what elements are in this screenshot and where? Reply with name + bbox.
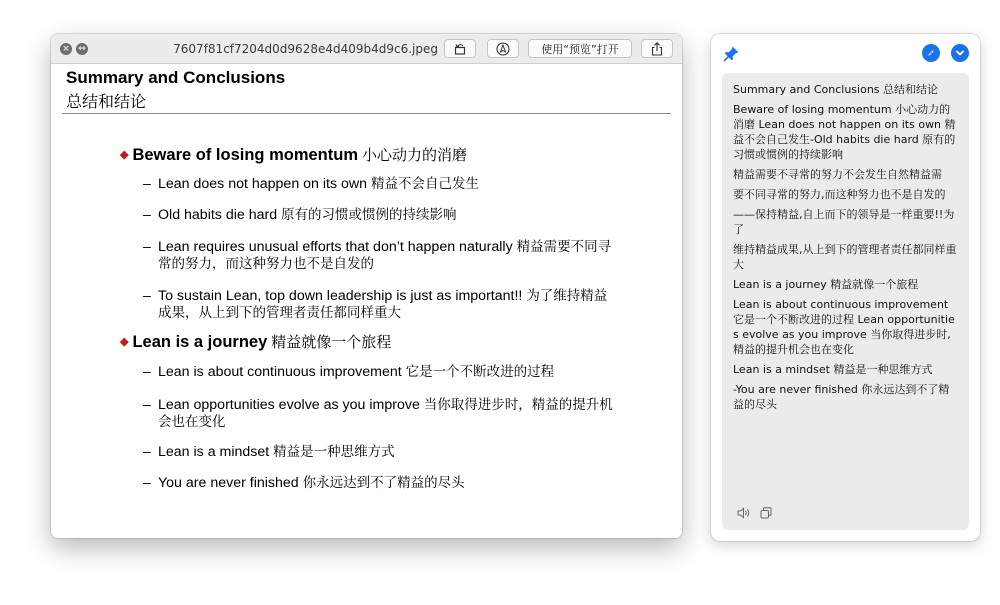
pin-icon[interactable] (723, 44, 741, 62)
open-with-preview-button[interactable]: 使用“预览”打开 (528, 39, 632, 58)
close-icon[interactable]: × (60, 43, 72, 55)
bullet-heading-en: Lean is a journey (132, 333, 268, 351)
sub-bullet-zh: 它是一个不断改进的过程 (405, 364, 555, 380)
markup-button[interactable] (487, 39, 519, 58)
quicklook-toolbar (51, 34, 682, 64)
diamond-bullet-icon: ◆ (120, 336, 129, 348)
translation-paragraph: Lean is about continuous improvement 它是一个不断改进的过程 Lean opportunities evolve as you improve 当你取得进步时,精益的提升机会也在变化 (733, 297, 955, 357)
sub-bullet: – Lean is a mindset 精益是一种思维方式 (143, 444, 395, 460)
compass-icon[interactable] (922, 44, 940, 62)
sub-bullet-zh: 精益需要不同寻常的努力，而这种努力也不是自发的 (158, 239, 612, 272)
sub-bullet: – Lean does not happen on its own 精益不会自己发生 (143, 176, 479, 192)
sub-bullet-zh: 你永远达到不了精益的尽头 (302, 475, 465, 491)
bullet-heading-zh: 精益就像一个旅程 (271, 333, 392, 351)
sub-bullet: – Lean is about continuous improvement 它是一个不断改进的过程 (143, 364, 555, 380)
diamond-bullet-icon: ◆ (120, 149, 129, 161)
file-name: 7607f81cf7204d0d9628e4d409b4d9c6.jpeg (173, 42, 438, 56)
sub-bullet-en: Old habits die hard (158, 207, 278, 223)
translation-paragraph: Lean is a mindset 精益是一种思维方式 (733, 363, 933, 376)
sub-bullet-en: You are never finished (158, 475, 299, 491)
slide-title-zh: 总结和结论 (66, 92, 147, 111)
bullet-heading (120, 331, 391, 352)
translation-result-box (722, 73, 969, 530)
translation-paragraph: -You are never finished 你永远达到不了精益的尽头 (733, 382, 950, 411)
slide-title-en: Summary and Conclusions (66, 68, 286, 87)
translation-paragraph: 要不同寻常的努力,而这种努力也不是自发的 (733, 188, 946, 201)
translation-panel (711, 34, 980, 541)
bullet-heading-zh: 小心动力的消磨 (362, 146, 468, 164)
share-icon (651, 42, 663, 56)
speaker-icon[interactable] (737, 507, 751, 519)
sub-bullet: – Lean requires unusual efforts that don’t happen naturally 精益需要不同寻常的努力，而这种努力也不是自发的 (143, 239, 612, 272)
translation-paragraph: ——保持精益,自上而下的领导是一样重要!!为了 (733, 207, 955, 236)
sub-bullet-en: Lean requires unusual efforts that don’t happen naturally (158, 239, 513, 255)
translation-paragraph: 精益需要不寻常的努力不会发生自然精益需 (733, 168, 942, 182)
translation-text[interactable] (733, 82, 959, 417)
sub-bullet-en: Lean is about continuous improvement (158, 364, 402, 380)
chevron-down-icon[interactable] (951, 44, 969, 62)
quicklook-window (51, 34, 682, 538)
sub-bullet-zh: 当你取得进步时，精益的提升机会也在变化 (158, 397, 613, 430)
sub-bullet-en: Lean does not happen on its own (158, 176, 368, 192)
title-divider (62, 113, 671, 114)
sub-bullet: – You are never finished 你永远达到不了精益的尽头 (143, 475, 465, 491)
sub-bullet-zh: 精益是一种思维方式 (273, 444, 395, 460)
sub-bullet-zh: 为了维持精益成果，从上到下的管理者责任都同样重大 (158, 288, 608, 321)
share-button[interactable] (641, 39, 673, 58)
sub-bullet: – Old habits die hard 原有的习惯或惯例的持续影响 (143, 207, 457, 223)
rotate-icon (453, 43, 467, 55)
sub-bullet-en: Lean opportunities evolve as you improve (158, 397, 420, 413)
translation-paragraph: Summary and Conclusions 总结和结论 (733, 83, 939, 96)
sub-bullet-zh: 原有的习惯或惯例的持续影响 (281, 207, 457, 223)
fullscreen-icon[interactable]: ↔ (76, 43, 88, 55)
sub-bullet: – To sustain Lean, top down leadership is just as important!! 为了维持精益成果，从上到下的管理者责任都同样重大 (143, 288, 608, 321)
sub-bullet-en: Lean is a mindset (158, 444, 270, 460)
sub-bullet-en: To sustain Lean, top down leadership is just as important!! (158, 288, 523, 304)
bullet-heading-en: Beware of losing momentum (132, 146, 358, 164)
translation-paragraph: Beware of losing momentum 小心动力的消磨 Lean does not happen on its own 精益不会自己发生-Old habits die hard 原有的习惯或惯例的持续影响 (733, 102, 956, 162)
slide-image (51, 64, 682, 538)
sub-bullet: – Lean opportunities evolve as you improve 当你取得进步时，精益的提升机会也在变化 (143, 397, 613, 430)
translation-paragraph: 维持精益成果,从上到下的管理者责任都同样重大 (733, 242, 957, 271)
sub-bullet-zh: 精益不会自己发生 (371, 176, 479, 192)
copy-icon[interactable] (760, 507, 772, 519)
bullet-heading (120, 144, 467, 165)
markup-pen-icon (496, 42, 510, 56)
translation-paragraph: Lean is a journey 精益就像一个旅程 (733, 277, 919, 291)
rotate-button[interactable] (444, 39, 476, 58)
